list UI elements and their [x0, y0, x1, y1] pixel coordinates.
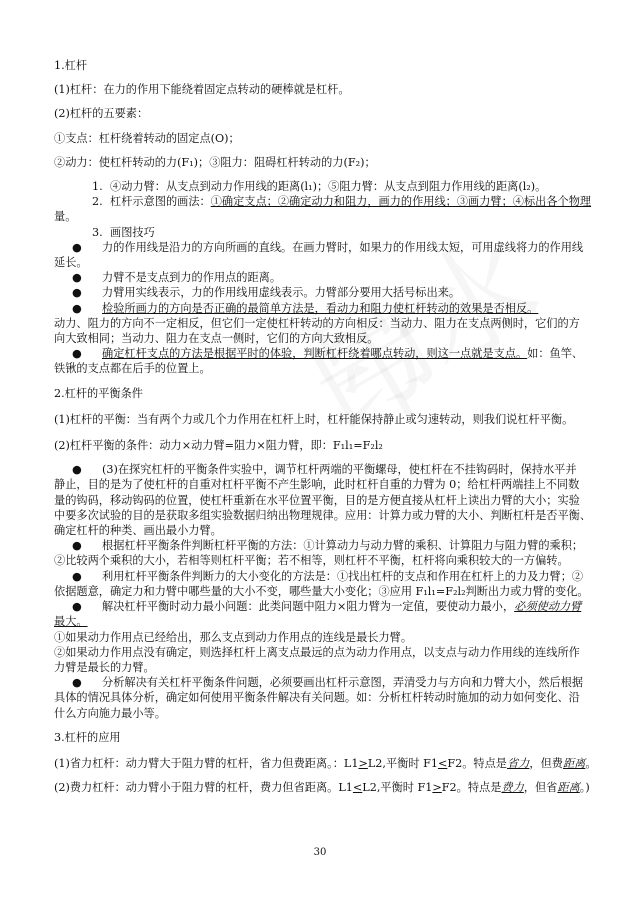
- section-1-heading: 1.杠杆: [54, 59, 88, 72]
- text-segment: (1)省力杠杆：动力臂大于阻力臂的杠杆，省力但费距离。：L1: [54, 756, 359, 770]
- fulcrum-definition: ①支点：杠杆绕着转动的固定点(O)；: [54, 131, 240, 145]
- text-segment: F2。特点是: [447, 756, 507, 770]
- bullet-icon: ●: [72, 600, 82, 614]
- emphasis-word: 距离: [562, 756, 586, 770]
- bullet-item: [54, 346, 598, 361]
- lever-balance-condition: (2)杠杆平衡的条件：动力×动力臂=阻力×阻力臂，即：F₁l₁=F₂l₂: [54, 439, 383, 453]
- bullet-line: 确定杠杆的种类、画出最小力臂。: [54, 524, 222, 538]
- bullet-item: [54, 270, 598, 285]
- case-1: ①如果动力作用点已经给出，那么支点到动力作用点的连线是最长力臂。: [54, 630, 413, 644]
- lever-balance-definition: (1)杠杆的平衡：当有两个力或几个力作用在杠杆上时，杠杆能保持静止或匀速转动，则我们说杠杆平衡。: [54, 412, 574, 426]
- bullet-icon: ●: [72, 286, 82, 300]
- bullet-text: 解决杠杆平衡时动力最小问题：此类问题中阻力×阻力臂为一定值，要使动力最小，: [102, 600, 515, 614]
- bullet-continuation: 最大。: [54, 615, 88, 629]
- bullet-text: 检验所画力的方向是否正确的最简单方法是，看动力和阻力使杠杆转动的效果是否相反。: [102, 301, 539, 315]
- bullet-item: [54, 301, 598, 316]
- forces-definition: ②动力：使杠杆转动的力(F₁)；③阻力：阻碍杠杆转动的力(F₂)；: [54, 155, 376, 169]
- text-segment: ，但费: [529, 756, 563, 770]
- bullet-icon: ●: [72, 347, 82, 361]
- list-text: 画图技巧: [110, 225, 155, 239]
- comparison-sign: >: [432, 781, 442, 795]
- bullet-icon: ●: [72, 676, 82, 690]
- bullet-text: 利用杠杆平衡条件判断力的大小变化的方法是：①找出杠杆的支点和作用在杠杆上的力及力臂；②: [102, 569, 584, 583]
- force-costing-lever: [54, 780, 598, 795]
- bullet-text: 力臂不是支点到力的作用点的距离。: [102, 271, 282, 285]
- bullet-text-tail: 如：鱼竿、: [527, 347, 584, 361]
- bullet-line: [54, 569, 598, 584]
- text-segment: 。: [585, 756, 597, 770]
- section-3-heading: 3.杠杆的应用: [54, 730, 121, 744]
- bullet-line: [54, 538, 598, 553]
- bullet-line: 什么方向施力最小等。: [54, 706, 166, 720]
- comparison-sign: >: [358, 756, 368, 770]
- comparison-sign: <: [437, 756, 448, 770]
- list-item: [54, 225, 598, 240]
- bullet-text-underlined: 确定杠杆支点的方法是根据平时的体验，判断杠杆绕着哪点转动，则这一点就是支点。: [102, 347, 528, 361]
- emphasis-word: 费力: [501, 781, 524, 795]
- list-number: 1.: [92, 180, 103, 194]
- five-elements-heading: (2)杠杆的五要素：: [54, 107, 149, 121]
- list-item-continuation: 量。: [54, 210, 77, 224]
- text-segment: L2,平衡时 F1: [362, 781, 433, 795]
- bullet-item: [54, 569, 598, 599]
- text-segment: (2)费力杠杆：动力臂小于阻力臂的杠杆，费力但省距离。L1: [54, 781, 353, 795]
- bullet-text: 分析解决有关杠杆平衡条件问题，必须要画出杠杆示意图，弄清受力与方向和力臂大小，然后根据: [102, 676, 584, 690]
- bullet-line: [54, 675, 598, 690]
- bullet-icon: ●: [72, 301, 82, 315]
- bullet-item: [54, 285, 598, 300]
- case-2-line-1: ②如果动力作用点没有确定，则选择杠杆上离支点最远的点为动力作用点，以支点与动力作用线的连线所作: [54, 645, 580, 659]
- bullet-line: [54, 462, 598, 477]
- bullet-line: 具体的情况具体分析，确定如何使用平衡条件解决有关问题。如：分析杠杆转动时施加的动力如何变化、沿: [54, 691, 580, 705]
- bullet-line: 依据题意，确定力和力臂中哪些量的大小不变，哪些量大小变化；③应用 F₁l₁=F₂l₂判断出力或力臂的变化。: [54, 584, 589, 598]
- text-segment: L2,平衡时 F1: [367, 756, 438, 770]
- bullet-line: 静止，目的是为了使杠杆的自重对杠杆平衡不产生影响，此时杠杆自重的力臂为 0；给杠杆两端挂上不同数: [54, 478, 580, 492]
- bullet-line: 量的钩码，移动钩码的位置，使杠杆重新在水平位置平衡，目的是方便直接从杠杆上读出力臂的大小；实验: [54, 493, 580, 507]
- text-segment: ，但省: [523, 781, 558, 795]
- lever-definition: (1)杠杆：在力的作用下能绕着固定点转动的硬棒就是杠杆。: [54, 83, 350, 97]
- direction-note-line-2: 向大致相同；当动力、阻力在支点一侧时，它们的方向大致相反。: [54, 332, 379, 346]
- bullet-icon: ●: [72, 240, 82, 254]
- list-number: 3.: [92, 225, 103, 239]
- bullet-icon: ●: [72, 463, 82, 477]
- text-segment: F2。特点是: [441, 781, 502, 795]
- bullet-text: 根据杠杆平衡条件判断杠杆平衡的方法：①计算动力与动力臂的乘积、计算阻力与阻力臂的乘积；: [102, 539, 584, 553]
- direction-note-line-1: 动力、阻力的方向不一定相反，但它们一定使杠杆转动的方向相反：当动力、阻力在支点两侧时，它们的方: [54, 316, 580, 330]
- force-saving-lever: [54, 756, 598, 771]
- list-item: [54, 179, 598, 194]
- emphasis-word: 距离: [557, 781, 580, 795]
- section-2-heading: 2.杠杆的平衡条件: [54, 386, 143, 400]
- comparison-sign: <: [352, 781, 363, 795]
- bullet-item: [54, 240, 598, 255]
- bullet-icon: ●: [72, 539, 82, 553]
- text-segment: 。): [579, 781, 590, 795]
- bullet-item: [54, 599, 598, 614]
- bullet-text: 力臂用实线表示，力的作用线用虚线表示。力臂部分要用大括号标出来。: [102, 286, 461, 300]
- list-text: ④动力臂：从支点到动力作用线的距离(l₁)；⑤阻力臂：从支点到阻力作用线的距离(l₂)。: [110, 180, 547, 194]
- emphasis-word: 省力: [506, 756, 530, 770]
- bullet-continuation: 延长。: [54, 256, 88, 270]
- bullet-item: [54, 538, 598, 568]
- bullet-item: [54, 675, 598, 721]
- list-text-underlined: ①确定支点；②确定动力和阻力，画力的作用线；③画力臂；④标出各个物理: [210, 195, 592, 209]
- bullet-text-emphasis: 必须使动力臂: [514, 600, 582, 614]
- list-item: [54, 194, 598, 209]
- bullet-icon: ●: [72, 271, 82, 285]
- list-number: 2.: [92, 195, 103, 209]
- bullet-continuation: 铁锹的支点都在后手的位置上。: [54, 362, 211, 376]
- bullet-line: 中要多次试验的目的是获取多组实验数据归纳出物理规律。应用：计算力或力臂的大小、判断杠杆是否平衡、: [54, 508, 592, 522]
- bullet-text: (3)在探究杠杆的平衡条件实验中，调节杠杆两端的平衡螺母，使杠杆在不挂钩码时，保持水平并: [102, 463, 577, 477]
- bullet-text: 力的作用线是沿力的方向所画的直线。在画力臂时，如果力的作用线太短，可用虚线将力的作用线: [102, 240, 584, 254]
- bullet-icon: ●: [72, 569, 82, 583]
- case-2-line-2: 力臂是最长的力臂。: [54, 660, 155, 674]
- page-number: 30: [313, 847, 327, 858]
- bullet-line: ②比较两个乘积的大小，若相等则杠杆平衡；若不相等，则杠杆不平衡，杠杆将向乘积较大的一方偏转。: [54, 554, 569, 568]
- bullet-item: [54, 462, 598, 538]
- list-text: 杠杆示意图的画法：: [110, 195, 211, 209]
